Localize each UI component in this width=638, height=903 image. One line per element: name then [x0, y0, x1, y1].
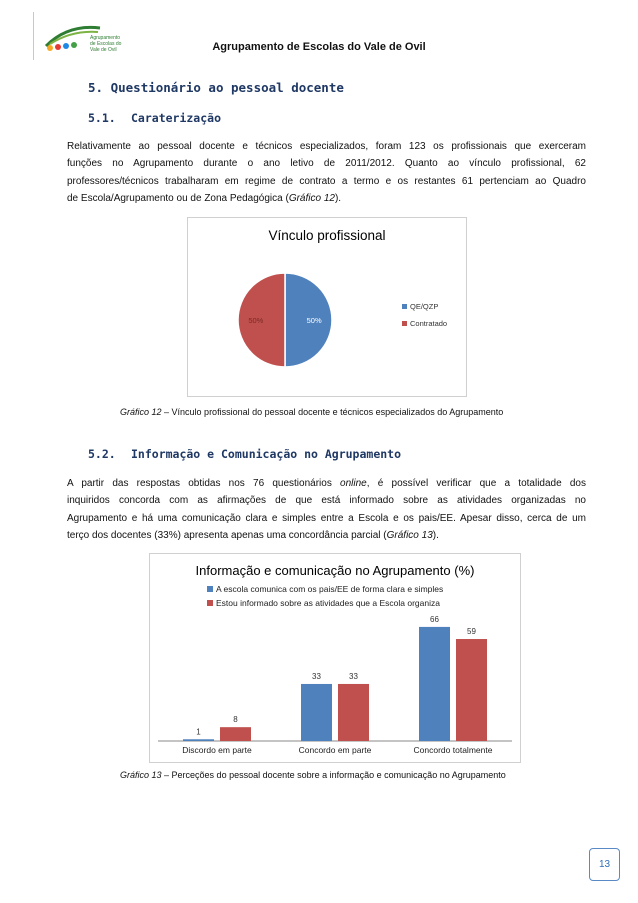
legend-swatch	[402, 321, 407, 326]
bar-chart-frame	[149, 553, 521, 763]
bar-2-1	[456, 639, 487, 741]
legend-label: A escola comunica com os pais/EE de forma clara e simples	[216, 584, 444, 594]
text-run: ).	[334, 192, 342, 204]
caption-12-label: Gráfico 12	[120, 407, 162, 417]
paragraph-line: inquiridos concorda com as afirmações de que está informado sobre as atividades organizadas no	[67, 495, 586, 507]
text-run: ).	[432, 529, 439, 541]
bar-value-label: 59	[467, 627, 476, 637]
category-label: Discordo em parte	[182, 745, 252, 755]
paragraph-last-line	[67, 190, 586, 207]
caption-12	[120, 407, 503, 417]
text-emphasis: online	[340, 478, 367, 489]
bar-chart-title: Informação e comunicação no Agrupamento (%)	[195, 563, 475, 578]
page-number: 13	[589, 848, 620, 881]
text-run: terço dos docentes (33%) apresenta apenas uma concordância parcial (	[67, 529, 387, 541]
legend-label: Contratado	[410, 319, 448, 328]
bar-value-label: 33	[312, 671, 321, 681]
text-run: A partir das respostas obtidas nos 76 questionários	[67, 478, 341, 489]
bar-2-0	[419, 627, 450, 741]
category-label: Concordo totalmente	[413, 745, 493, 755]
caption-13-text: – Perceções do pessoal docente sobre a informação e comunicação no Agrupamento	[161, 770, 506, 780]
legend-swatch	[207, 586, 213, 592]
paragraph-line: Agrupamento e há uma comunicação clara e simples entre a Escola e os pais/EE. Apesar disso, cerca de um	[67, 512, 586, 524]
bar-value-label: 1	[196, 727, 201, 737]
bar-0-0	[183, 739, 214, 741]
paragraph-line: funções no Agrupamento durante o ano letivo de 2011/2012. Quanto ao vínculo profissional, 62	[67, 158, 586, 170]
pie-data-label: 50%	[306, 316, 322, 325]
legend-swatch	[207, 600, 213, 606]
figure-reference: Gráfico 13	[386, 529, 433, 541]
bar-value-label: 8	[233, 715, 238, 725]
category-label: Concordo em parte	[298, 745, 372, 755]
bar-0-1	[220, 727, 251, 741]
section-5-1-paragraph	[67, 138, 586, 207]
text-run: , é possível verificar que a totalidade dos	[366, 478, 586, 489]
section-5-heading	[88, 80, 344, 95]
pie-data-label: 50%	[248, 316, 264, 325]
paragraph-line: Relativamente ao pessoal docente e técnicos especializados, foram 123 os profissionais que exerceram	[67, 141, 586, 152]
bar-1-0	[301, 684, 332, 741]
header-title: Agrupamento de Escolas do Vale de Ovil	[212, 41, 426, 53]
bar-chart	[150, 554, 520, 762]
section-5-2-paragraph	[67, 475, 586, 544]
pie-chart-frame	[187, 217, 467, 397]
legend-label: QE/QZP	[410, 302, 439, 311]
caption-13-label: Gráfico 13	[120, 770, 162, 780]
legend-swatch	[402, 304, 407, 309]
paragraph-line	[67, 475, 586, 492]
section-5-1-number: 5.1.	[88, 111, 116, 125]
figure-reference: Gráfico 12	[288, 192, 335, 204]
bar-value-label: 33	[349, 671, 358, 681]
section-5-2-number: 5.2.	[88, 447, 116, 461]
caption-13	[120, 770, 506, 780]
bar-1-1	[338, 684, 369, 741]
section-5-2-title: Informação e Comunicação no Agrupamento	[131, 447, 402, 461]
section-5-number: 5.	[88, 80, 104, 95]
caption-12-text: – Vínculo profissional do pessoal docente e técnicos especializados do Agrupamento	[161, 407, 504, 417]
pie-chart	[188, 218, 466, 396]
bar-value-label: 66	[430, 614, 439, 624]
logo-text-line3: Vale de Ovil	[90, 47, 117, 53]
logo-text-line1: Agrupamento	[90, 35, 121, 41]
paragraph-line: professores/técnicos trabalharam em regime de contrato a termo e os restantes 61 pertenciam ao Quadro	[67, 175, 586, 187]
logo-text-line2: de Escolas do	[90, 41, 122, 47]
pie-chart-title: Vínculo profissional	[268, 228, 386, 243]
paragraph-last-line	[67, 527, 586, 544]
legend-label: Estou informado sobre as atividades que a Escola organiza	[216, 598, 440, 608]
text-run: de Escola/Agrupamento ou de Zona Pedagógica (	[67, 192, 289, 204]
section-5-1-title: Caraterização	[131, 111, 222, 125]
section-5-title: Questionário ao pessoal docente	[110, 80, 344, 95]
